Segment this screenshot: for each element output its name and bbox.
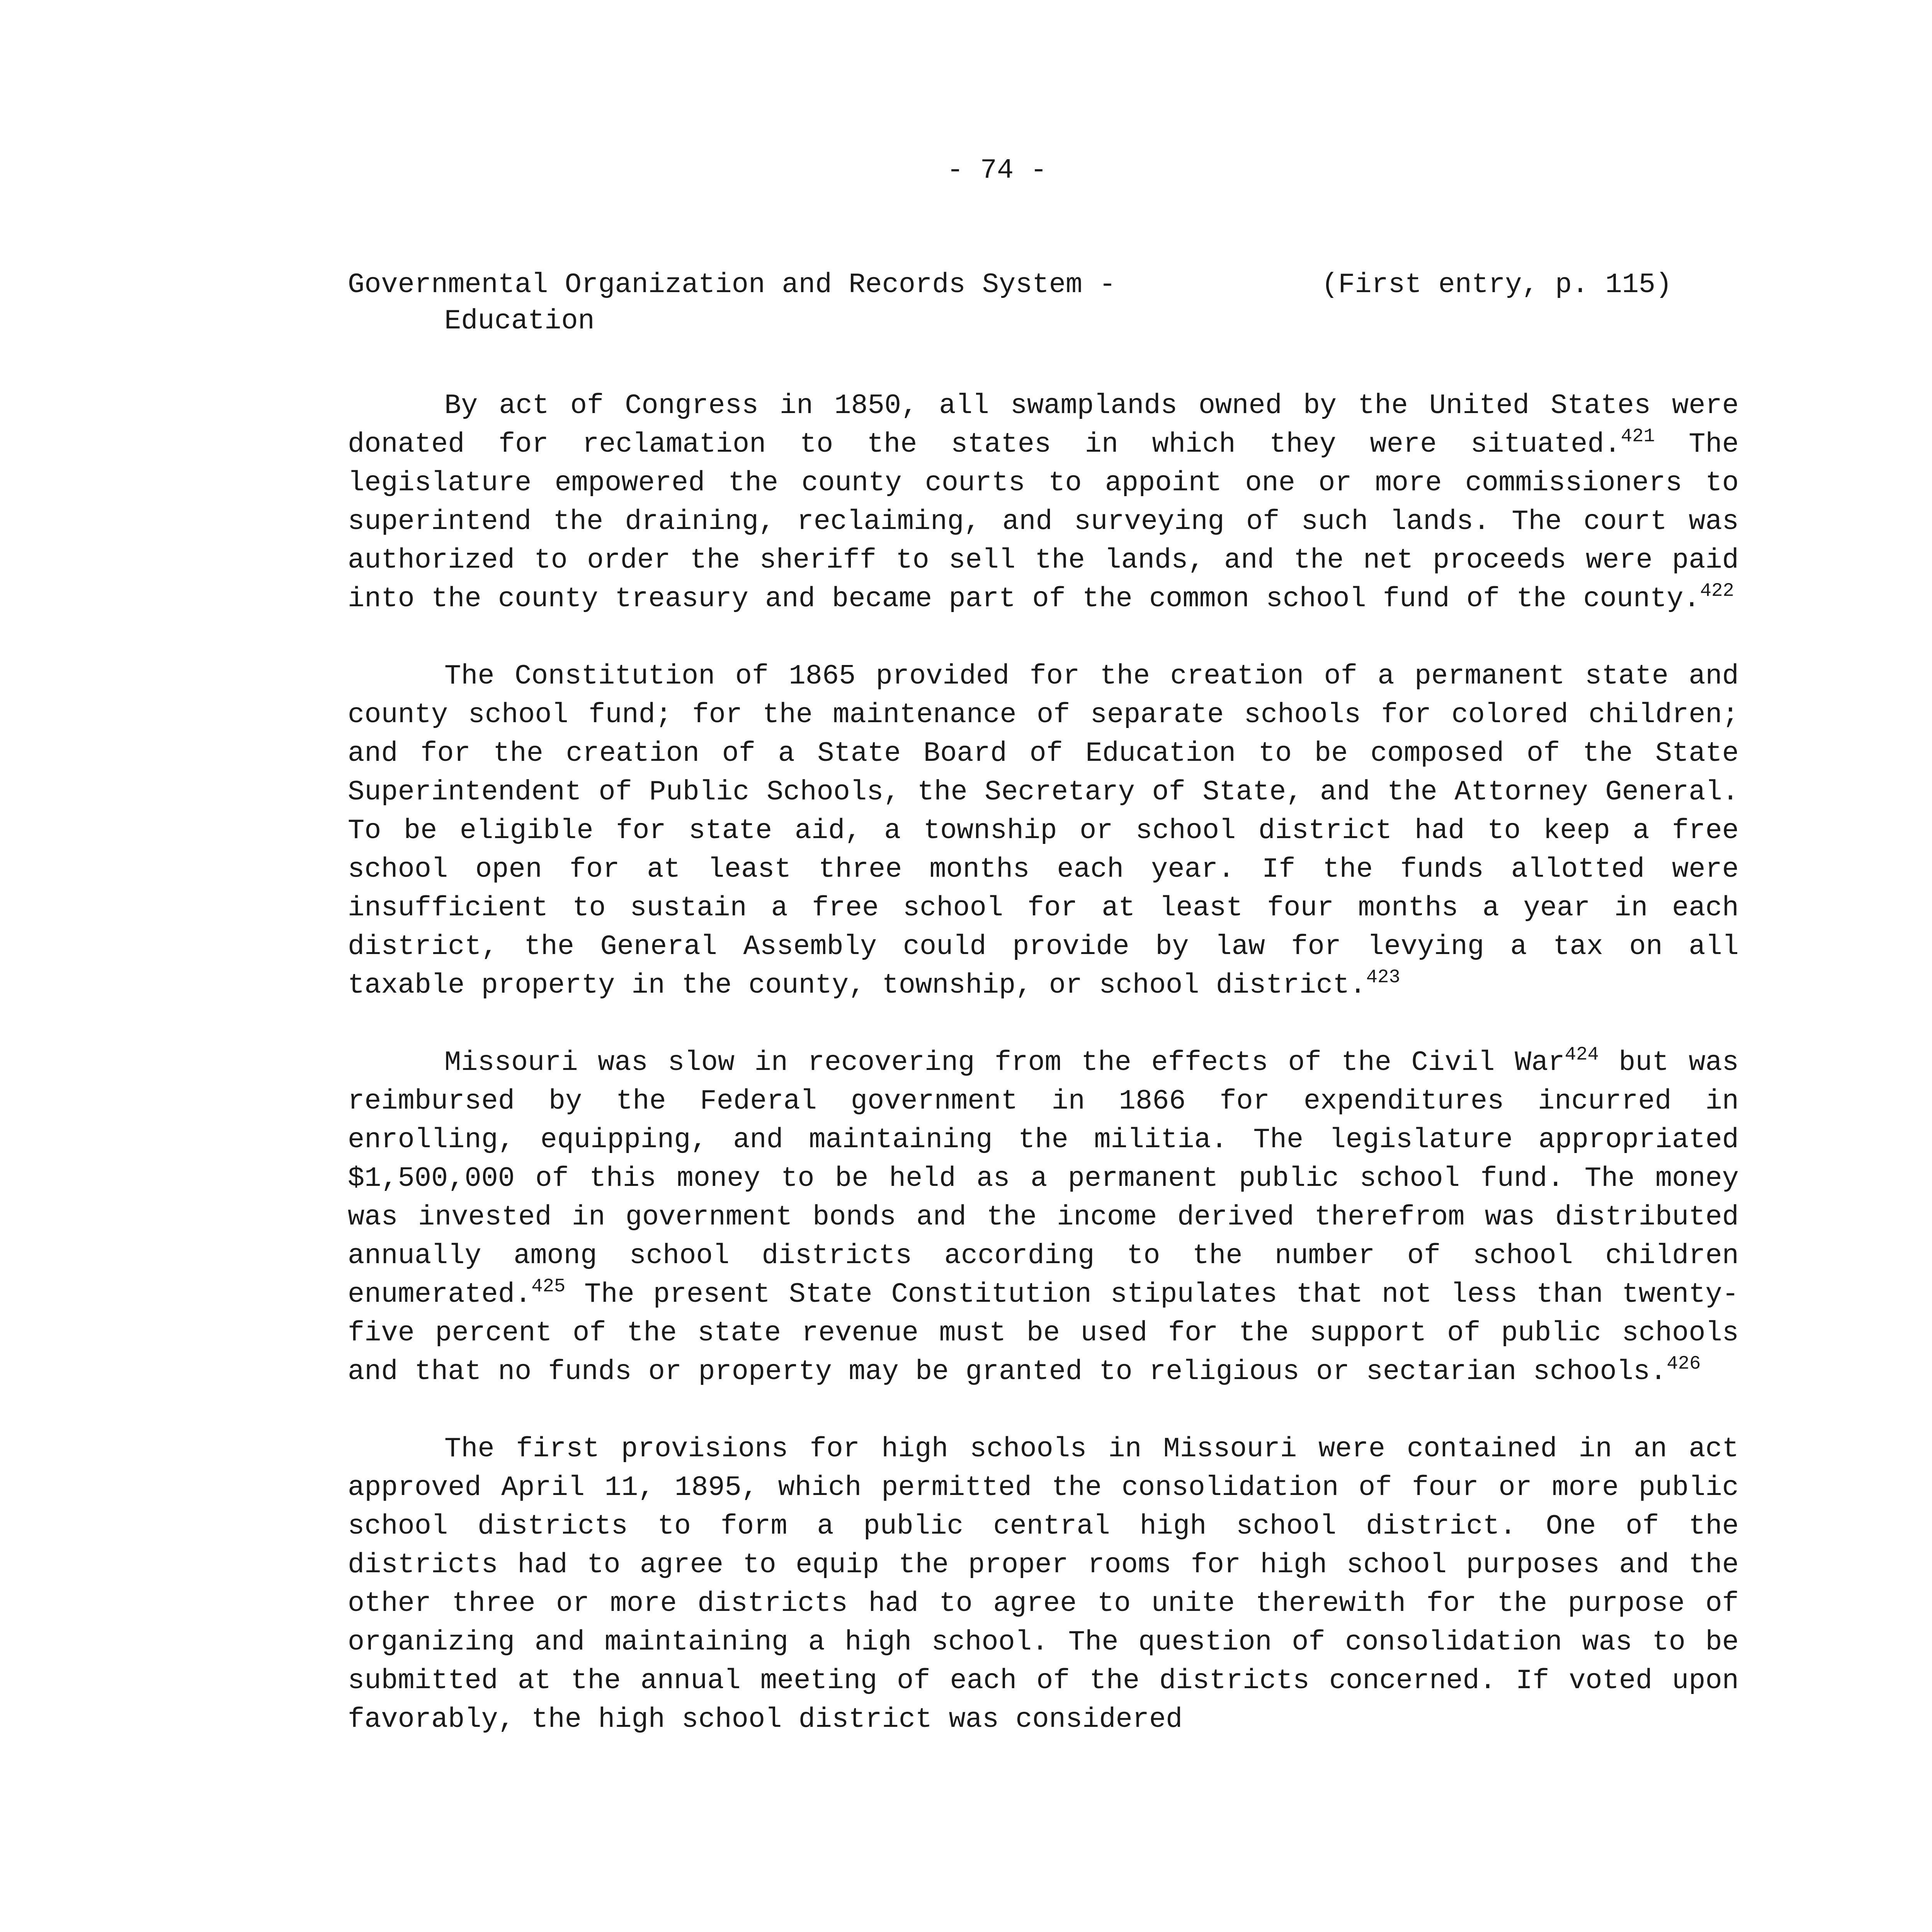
paragraph-text: The first provisions for high schools in Missouri were contained in an act approved April 11, 1895, which permitted the consolidation of four or more public school districts to form a public central high school district. One of the districts had to agree to equip the proper rooms for high school purposes and the other three or more districts had to agree to unite therewith for the purpose of organizing and maintaining a high school. The question of consolidation was to be submitted at the annual meeting of each of the districts concerned. If voted upon favorably, the high school district was considered xyxy=(348,1433,1739,1735)
footnote-reference: 421 xyxy=(1621,425,1655,447)
paragraph-text: The present State Constitution stipulates that not less than twenty-five percent of the state revenue must be used for the support of public schools and that no funds or property may be granted to religious or sectarian schools. xyxy=(348,1279,1739,1388)
footnote-reference: 424 xyxy=(1565,1044,1599,1066)
paragraph xyxy=(348,657,1739,1005)
paragraph-text: The Constitution of 1865 provided for the creation of a permanent state and county school fund; for the maintenance of separate schools for colored children; and for the creation of a State Board of Education to be composed of the State Superintendent of Public Schools, the Secretary of State, and the Attorney General. To be eligible for state aid, a township or school district had to keep a free school open for at least three months each year. If the funds allotted were insufficient to sustain a free school for at least four months a year in each district, the General Assembly could provide by law for levying a tax on all taxable property in the county, township, or school district. xyxy=(348,660,1739,1001)
paragraph xyxy=(348,1430,1739,1739)
header-title: Governmental Organization and Records System - xyxy=(348,269,1116,301)
page-number: - 74 - xyxy=(947,155,1047,186)
paragraph xyxy=(348,386,1739,618)
body-text xyxy=(348,386,1739,1777)
paragraph-text: Missouri was slow in recovering from the effects of the Civil War xyxy=(444,1047,1565,1078)
header-subtitle: Education xyxy=(444,305,595,337)
footnote-reference: 423 xyxy=(1366,966,1400,988)
paragraph-text: but was reimbursed by the Federal government in 1866 for expenditures incurred in enrolling, equipping, and maintaining the militia. The legislature appropriated $1,500,000 of this money to be held as a permanent public school fund. The money was invested in government bonds and the income derived therefrom was distributed annually among school districts according to the number of school children enumerated. xyxy=(348,1047,1739,1310)
paragraph-text: The legislature empowered the county courts to appoint one or more commissioners to superintend the draining, reclaiming, and surveying of such lands. The court was authorized to order the sheriff to sell the lands, and the net proceeds were paid into the county treasury and became part of the common school fund of the county. xyxy=(348,429,1739,615)
header-entry-reference: (First entry, p. 115) xyxy=(1321,269,1672,301)
page-header xyxy=(348,267,1700,339)
footnote-reference: 422 xyxy=(1700,580,1734,602)
paragraph-text: By act of Congress in 1850, all swamplands owned by the United States were donated for reclamation to the states in which they were situated. xyxy=(348,390,1739,460)
paragraph xyxy=(348,1043,1739,1391)
footnote-reference: 426 xyxy=(1667,1353,1701,1375)
footnote-reference: 425 xyxy=(531,1276,566,1298)
